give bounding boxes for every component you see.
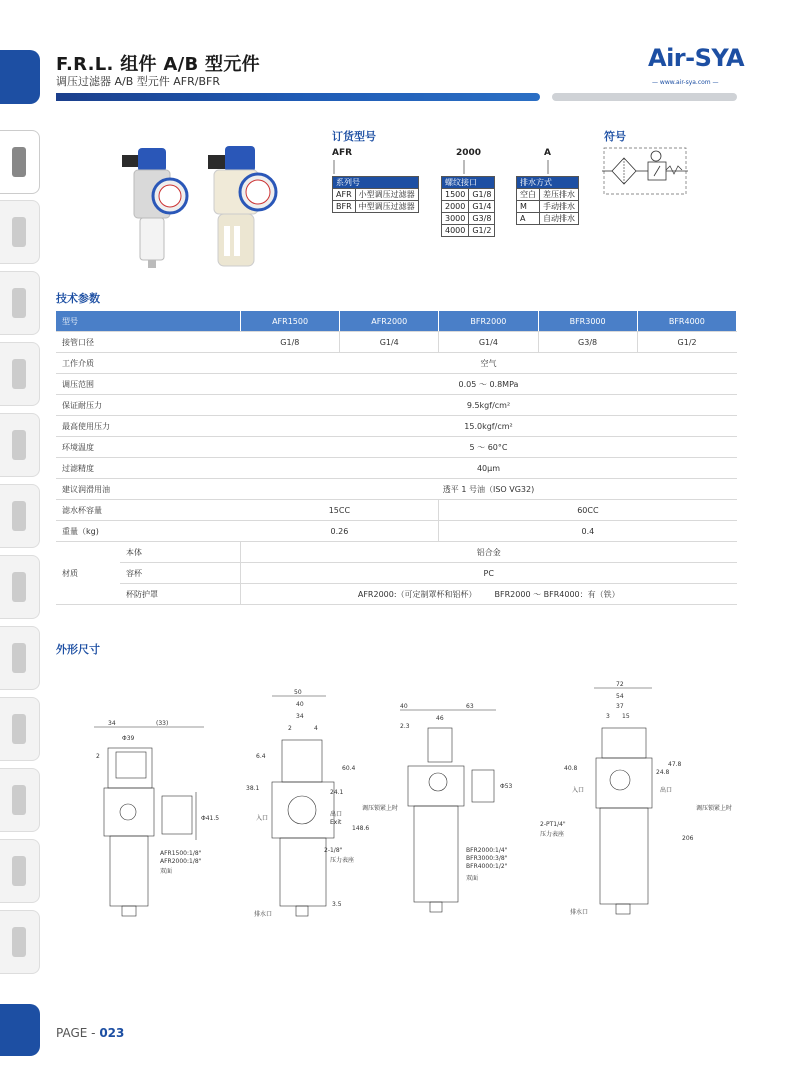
dim-label: 24.1 (330, 789, 344, 796)
dim-note: AFR2000:1/8" (160, 858, 202, 865)
drawing-afr2000 (272, 696, 334, 916)
spec-value: 9.5kgf/cm² (241, 395, 737, 416)
spec-label: 最高使用压力 (56, 416, 241, 437)
spec-value: 空气 (241, 353, 737, 374)
dim-label: 34 (108, 720, 116, 727)
dim-label: 3 (606, 713, 610, 720)
spec-value: G1/2 (637, 332, 736, 353)
page-prefix: PAGE - (56, 1026, 100, 1040)
dim-label: Φ53 (500, 783, 513, 790)
drain-desc: 差压排水 (540, 189, 579, 201)
dim-label: 54 (616, 693, 624, 700)
spec-header-cell: AFR2000 (340, 311, 439, 332)
brand-url: — www.air-sya.com — (652, 79, 719, 86)
bfr-product-image (208, 146, 276, 266)
dim-label: 63 (466, 703, 474, 710)
dim-note: BFR2000:1/4" (466, 847, 508, 854)
dim-label: 2-1/8" (324, 847, 343, 854)
dim-label: 206 (682, 835, 694, 842)
guard-bfr-text: BFR2000 ～ BFR4000：有（铁） (494, 589, 620, 599)
port-header: 螺纹接口 (442, 177, 495, 189)
port-table (441, 176, 495, 237)
port-thread: G1/2 (469, 225, 495, 237)
dim-label: 46 (436, 715, 444, 722)
spec-sublabel: 杯防护罩 (120, 584, 241, 605)
dim-note: 双面 (466, 875, 479, 882)
dim-label: 3.5 (332, 901, 342, 908)
spec-value: 5 ～ 60°C (241, 437, 737, 458)
spec-sublabel: 容杯 (120, 563, 241, 584)
spec-value (241, 584, 737, 605)
dim-label: 排水口 (254, 911, 273, 918)
fitting-icon (12, 359, 26, 389)
dim-label: Φ41.5 (201, 815, 220, 822)
spec-label: 建议润滑用油 (56, 479, 241, 500)
series-desc: 小型调压过滤器 (355, 189, 418, 201)
pneumatic-symbol (602, 146, 688, 196)
spec-header-row (56, 311, 737, 332)
drain-code: 空白 (517, 189, 540, 201)
spec-row (56, 353, 737, 374)
brand-logo: Air-SYA (648, 44, 745, 72)
order-code-drain: A (544, 148, 551, 158)
dim-label: 47.8 (668, 761, 682, 768)
spec-label: 工作介质 (56, 353, 241, 374)
series-header: 系列号 (333, 177, 419, 189)
symbol-title: 符号 (604, 130, 626, 143)
order-code-series: AFR (332, 148, 353, 158)
side-tab-block[interactable] (0, 484, 40, 548)
spec-label: 保证耐压力 (56, 395, 241, 416)
dim-label: 出口 (330, 811, 343, 818)
dim-label: Exit (330, 819, 342, 826)
side-tab-filter[interactable] (0, 200, 40, 264)
header-bar (56, 93, 540, 101)
spec-row (56, 542, 737, 563)
page-title: F.R.L. 组件 A/B 型元件 (56, 54, 260, 75)
spec-value: G3/8 (538, 332, 637, 353)
dim-label: 2 (96, 753, 100, 760)
drawing-bfr (400, 710, 496, 912)
spec-value: G1/4 (439, 332, 538, 353)
pipe-icon (12, 785, 26, 815)
dim-label: 38.1 (246, 785, 260, 792)
silencer-icon (12, 856, 26, 886)
series-code: BFR (333, 201, 356, 213)
dim-label: 60.4 (342, 765, 356, 772)
spec-row (56, 437, 737, 458)
chapter-tab (0, 50, 40, 104)
port-code: 2000 (442, 201, 469, 213)
dim-note: BFR3000:3/8" (466, 855, 508, 862)
spec-value: 透平 1 号油（ISO VG32) (241, 479, 737, 500)
dim-label: 2 (288, 725, 292, 732)
dim-label: 6.4 (256, 753, 266, 760)
spec-sublabel: 本体 (120, 542, 241, 563)
spec-value: 0.05 ～ 0.8MPa (241, 374, 737, 395)
spec-label: 过滤精度 (56, 458, 241, 479)
side-tab-unit[interactable] (0, 626, 40, 690)
dim-label: 34 (296, 713, 304, 720)
guard-afr-text: AFR2000:（可定制罩杯和铝杯） (357, 589, 477, 599)
filter-icon (12, 217, 26, 247)
side-tab-solenoid[interactable] (0, 697, 40, 761)
spec-label: 重量（kg) (56, 521, 241, 542)
spec-header-cell: 型号 (56, 311, 241, 332)
spec-label: 环境温度 (56, 437, 241, 458)
drain-code: M (517, 201, 540, 213)
drain-desc: 手动排水 (540, 201, 579, 213)
spec-value: 40μm (241, 458, 737, 479)
drawing-bfr4000 (594, 688, 652, 914)
dim-label: 入口 (572, 787, 585, 794)
side-tab-fitting[interactable] (0, 342, 40, 406)
dim-label: 37 (616, 703, 624, 710)
dim-label: 148.6 (352, 825, 370, 832)
dim-label: 压力表座 (540, 831, 565, 838)
spec-row (56, 500, 737, 521)
afr-product-image (122, 148, 187, 268)
order-title: 订货型号 (332, 130, 376, 143)
spec-row (56, 584, 737, 605)
dim-note: 双面 (160, 868, 173, 875)
dim-label: 入口 (256, 815, 269, 822)
spec-value: 15.0kgf/cm² (241, 416, 737, 437)
spec-value: 铝合金 (241, 542, 737, 563)
dimension-drawings (56, 670, 738, 930)
side-tab-accessory[interactable] (0, 910, 40, 974)
page-subtitle: 调压过滤器 A/B 型元件 AFR/BFR (56, 75, 220, 88)
dim-label: Φ39 (122, 735, 135, 742)
spec-value: 60CC (439, 500, 737, 521)
drain-desc: 自动排水 (540, 213, 579, 225)
dim-label: 2.3 (400, 723, 410, 730)
spec-value: 15CC (241, 500, 439, 521)
side-tab-valve[interactable] (0, 271, 40, 335)
spec-header-cell: BFR3000 (538, 311, 637, 332)
spec-row (56, 374, 737, 395)
port-thread: G3/8 (469, 213, 495, 225)
drain-table (516, 176, 579, 225)
page-number-value: 023 (99, 1026, 125, 1040)
dim-label: 压力表座 (330, 857, 355, 864)
spec-label: 调压范围 (56, 374, 241, 395)
port-thread: G1/4 (469, 201, 495, 213)
side-tab-pipe[interactable] (0, 768, 40, 832)
spec-row (56, 332, 737, 353)
series-desc: 中型调压过滤器 (355, 201, 418, 213)
spec-title: 技术参数 (56, 292, 100, 305)
valve-icon (12, 288, 26, 318)
dim-label: 72 (616, 681, 624, 688)
dim-label: 出口 (660, 787, 673, 794)
spec-label: 接管口径 (56, 332, 241, 353)
spec-header-cell: AFR1500 (241, 311, 340, 332)
block-icon (12, 501, 26, 531)
side-tab-silencer[interactable] (0, 839, 40, 903)
spec-value: G1/4 (340, 332, 439, 353)
solenoid-icon (12, 714, 26, 744)
spec-header-cell: BFR2000 (439, 311, 538, 332)
spec-row (56, 563, 737, 584)
dim-label: (33) (156, 720, 169, 727)
accessory-icon (12, 927, 26, 957)
header-bar-grey (552, 93, 737, 101)
side-tab-regulator-filter[interactable] (0, 130, 40, 194)
dim-label: 40.8 (564, 765, 578, 772)
dim-note: BFR4000:1/2" (466, 863, 508, 870)
order-code-port: 2000 (456, 148, 482, 158)
spec-table (56, 311, 737, 605)
dimensions-title: 外形尺寸 (56, 643, 100, 656)
dim-label: 15 (622, 713, 630, 720)
dim-label: 4 (314, 725, 318, 732)
side-tab-elbow[interactable] (0, 413, 40, 477)
port-code: 1500 (442, 189, 469, 201)
drawing-afr1500 (94, 727, 204, 916)
spec-row (56, 479, 737, 500)
spec-label: 滤水杯容量 (56, 500, 241, 521)
spec-value: G1/8 (241, 332, 340, 353)
cylinder-icon (12, 572, 26, 602)
unit-icon (12, 643, 26, 673)
spec-row (56, 521, 737, 542)
spec-row (56, 416, 737, 437)
dim-label: 调压锁紧上时 (696, 805, 733, 812)
regulator-filter-icon (12, 147, 26, 177)
spec-header-cell: BFR4000 (637, 311, 736, 332)
spec-value: 0.4 (439, 521, 737, 542)
side-tab-cylinder[interactable] (0, 555, 40, 619)
series-code: AFR (333, 189, 356, 201)
footer-tab (0, 1004, 40, 1056)
spec-value: 0.26 (241, 521, 439, 542)
spec-label: 材质 (56, 542, 120, 605)
port-thread: G1/8 (469, 189, 495, 201)
order-connectors (330, 160, 590, 176)
dim-label: 2-PT1/4" (540, 821, 566, 828)
port-code: 4000 (442, 225, 469, 237)
dim-label: 排水口 (570, 909, 589, 916)
spec-row (56, 458, 737, 479)
drain-code: A (517, 213, 540, 225)
spec-value: PC (241, 563, 737, 584)
elbow-icon (12, 430, 26, 460)
series-table (332, 176, 419, 213)
port-code: 3000 (442, 213, 469, 225)
dim-label: 40 (296, 701, 304, 708)
drain-header: 排水方式 (517, 177, 579, 189)
page-number (56, 1026, 124, 1040)
spec-row (56, 395, 737, 416)
dim-label: 24.8 (656, 769, 670, 776)
dim-label: 调压锁紧上时 (362, 805, 399, 812)
dim-label: 40 (400, 703, 408, 710)
dim-note: AFR1500:1/8" (160, 850, 202, 857)
product-photos (110, 140, 310, 275)
dim-label: 50 (294, 689, 302, 696)
